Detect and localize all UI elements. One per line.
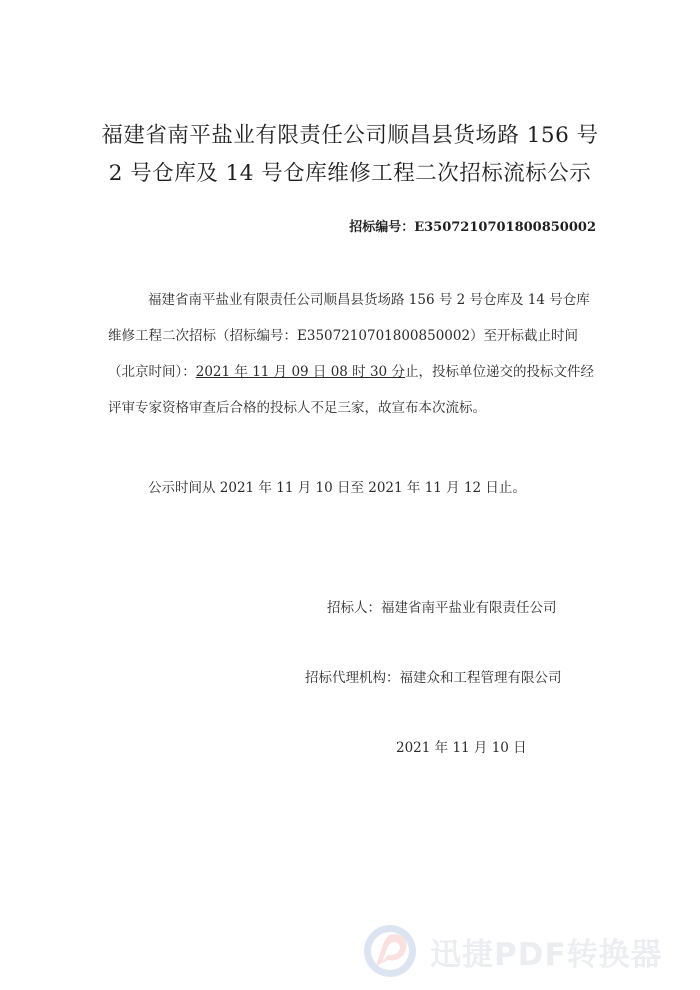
paragraph-text-after: 止，投标单位递交的投标文件经评审专家资格审查后合格的投标人不足三家，故宣布本次流标。 bbox=[108, 364, 594, 416]
title-line-2: 2 号仓库及 14 号仓库维修工程二次招标流标公示 bbox=[108, 161, 592, 186]
title-line-1: 福建省南平盐业有限责任公司顺昌县货场路 156 号 bbox=[101, 123, 599, 148]
pdf-converter-logo-icon bbox=[362, 922, 418, 980]
tender-number: 招标编号：E3507210701800850002 bbox=[349, 220, 596, 235]
agency-line: 招标代理机构：福建众和工程管理有限公司 bbox=[305, 670, 562, 686]
watermark-text: 迅捷PDF转换器 bbox=[430, 936, 663, 973]
signature-date: 2021 年 11 月 10 日 bbox=[396, 740, 527, 756]
paragraph-text-before: 福建省南平盐业有限责任公司顺昌县货场路 156 号 2 号仓库及 14 号仓库维修工程二次招标（招标编号：E3507210701800850002）至开标截止时间（北京时间）： bbox=[108, 292, 590, 380]
publicity-period-text: 公示时间从 2021 年 11 月 10 日至 2021 年 11 月 12 日止。 bbox=[148, 480, 526, 496]
tenderer-line: 招标人：福建省南平盐业有限责任公司 bbox=[327, 600, 557, 616]
deadline-datetime: 2021 年 11 月 09 日 08 时 30 分 bbox=[195, 364, 405, 380]
announcement-paragraph bbox=[108, 282, 598, 426]
publicity-period-paragraph bbox=[108, 470, 598, 506]
watermark bbox=[362, 922, 663, 980]
